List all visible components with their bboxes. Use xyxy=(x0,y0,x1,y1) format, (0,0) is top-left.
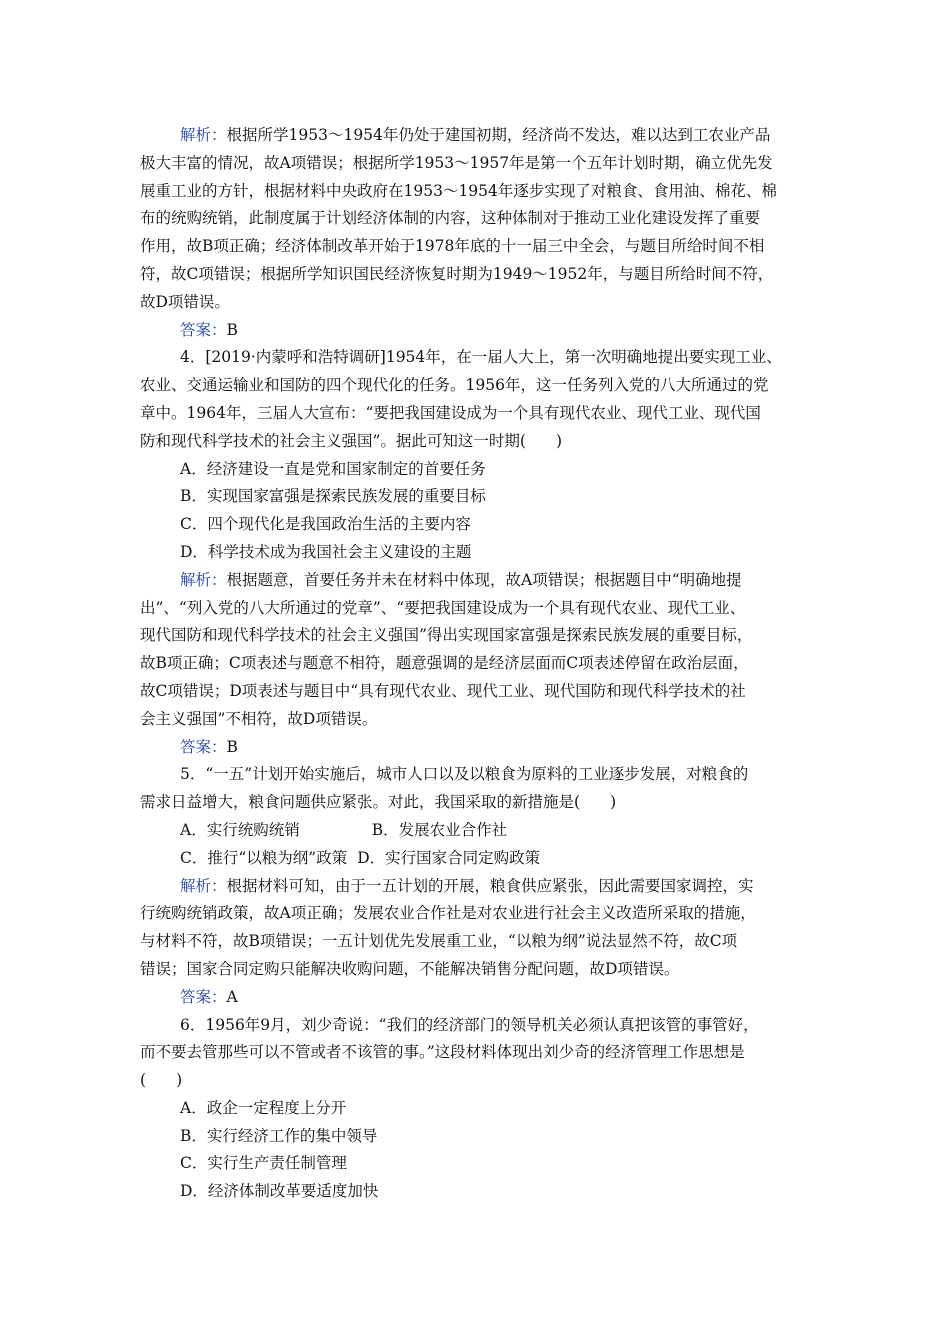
q4-stem-line-4: 防和现代科学技术的社会主义强国”。据此可知这一时期( ) xyxy=(140,431,563,450)
q3-analysis-line-7: 故D项错误。 xyxy=(140,292,230,311)
q4-analysis-line-3: 现代国防和现代科学技术的社会主义强国”得出实现国家富强是探索民族发展的重要目标， xyxy=(140,626,753,645)
q5-options-row-1 xyxy=(140,817,812,845)
q6-stem-line-2: 而不要去管那些可以不管或者不该管的事。”这段材料体现出刘少奇的经济管理工作思想是 xyxy=(140,1043,745,1062)
q5-answer xyxy=(140,984,812,1012)
q4-stem-line-3: 章中。1964年，三届人大宣布：“要把我国建设成为一个具有现代农业、现代工业、现代国 xyxy=(140,403,761,422)
q3-analysis-line-5: 作用，故B项正确；经济体制改革开始于1978年底的十一届三中全会，与题目所给时间不相 xyxy=(140,237,765,256)
q4-option-c: C．四个现代化是我国政治生活的主要内容 xyxy=(180,515,471,534)
q5-option-a: A．实行统购统销 xyxy=(180,820,300,839)
answer-value: B xyxy=(226,320,238,339)
q4-analysis-line-5: 故C项错误；D项表述与题目中“具有现代农业、现代工业、现代国防和现代科学技术的社 xyxy=(140,681,746,700)
q6-option-d: D．经济体制改革要适度加快 xyxy=(180,1182,379,1201)
q6-stem-line-3: ( ) xyxy=(140,1071,183,1090)
answer-label: 答案： xyxy=(180,737,227,756)
q4-analysis-line-4: 故B项正确；C项表述与题意不相符，题意强调的是经济层面而C项表述停留在政治层面， xyxy=(140,654,749,673)
q3-analysis-line-1: 解析：根据所学1953～1954年仍处于建国初期，经济尚不发达，难以达到工农业产品 xyxy=(180,126,771,144)
q3-analysis-line-2: 极大丰富的情况，故A项错误；根据所学1953～1957年是第一个五年计划时期，确立优先发 xyxy=(140,153,773,172)
q5-analysis-line-1: 解析：根据材料可知，由于一五计划的开展，粮食供应紧张，因此需要国家调控，实 xyxy=(180,876,754,895)
q4-analysis-line-1: 解析：根据题意，首要任务并未在材料中体现，故A项错误；根据题目中“明确地提 xyxy=(180,570,742,589)
q5-stem-line-1: 5．“一五”计划开始实施后，城市人口以及以粮食为原料的工业逐步发展，对粮食的 xyxy=(180,765,749,784)
q5-options-row-2 xyxy=(140,845,812,873)
q6-option-c: C．实行生产责任制管理 xyxy=(180,1154,347,1173)
q3-analysis-line-4: 布的统购统销，此制度属于计划经济体制的内容，这种体制对于推动工业化建设发挥了重要 xyxy=(140,209,761,228)
q4-option-b: B．实现国家富强是探索民族发展的重要目标 xyxy=(180,487,486,506)
q5-option-b: B．发展农业合作社 xyxy=(371,820,508,839)
q4-stem-line-2: 农业、交通运输业和国防的四个现代化的任务。1956年，这一任务列入党的八大所通过的党 xyxy=(140,376,769,395)
document-page xyxy=(140,122,812,1206)
q4-analysis-line-6: 会主义强国”不相符，故D项错误。 xyxy=(140,709,378,728)
q5-stem-line-2: 需求日益增大，粮食问题供应紧张。对此，我国采取的新措施是( ) xyxy=(140,793,617,812)
answer-label: 答案： xyxy=(180,987,227,1006)
q4-option-d: D．科学技术成为我国社会主义建设的主题 xyxy=(180,542,472,561)
q3-analysis-line-6: 符，故C项错误；根据所学知识国民经济恢复时期为1949～1952年，与题目所给时间不符， xyxy=(140,264,774,283)
q5-option-d: D．实行国家合同定购政策 xyxy=(357,848,541,867)
q5-analysis-line-2: 行统购统销政策，故A项正确；发展农业合作社是对农业进行社会主义改造所采取的措施， xyxy=(140,904,756,923)
q4-answer xyxy=(140,734,812,762)
q4-analysis-line-2: 出”、“列入党的八大所通过的党章”、“要把我国建设成为一个具有现代农业、现代工业、 xyxy=(140,598,746,617)
q6-stem-line-1: 6．1956年9月，刘少奇说：“我们的经济部门的领导机关必须认真把该管的事管好， xyxy=(180,1015,759,1034)
q6-option-a: A．政企一定程度上分开 xyxy=(180,1098,347,1117)
q3-answer xyxy=(140,317,812,345)
q4-stem-line-1: 4．[2019·内蒙呼和浩特调研]1954年，在一届人大上，第一次明确地提出要实现工业、 xyxy=(180,348,782,367)
q5-analysis-line-3: 与材料不符，故B项错误；一五计划优先发展重工业，“以粮为纲”说法显然不符，故C项 xyxy=(140,932,738,951)
answer-value: B xyxy=(226,737,238,756)
analysis-label: 解析： xyxy=(180,570,227,589)
answer-label: 答案： xyxy=(180,320,227,339)
analysis-label: 解析： xyxy=(180,876,227,895)
q4-option-a: A．经济建设一直是党和国家制定的首要任务 xyxy=(180,459,486,478)
analysis-label: 解析： xyxy=(180,126,227,144)
q6-option-b: B．实行经济工作的集中领导 xyxy=(180,1126,378,1145)
q3-analysis-line-3: 展重工业的方针，根据材料中央政府在1953～1954年逐步实现了对粮食、食用油、棉花、棉 xyxy=(140,181,777,200)
answer-value: A xyxy=(226,987,238,1006)
q5-option-c: C．推行“以粮为纲”政策 xyxy=(180,848,348,867)
q5-analysis-line-4: 错误；国家合同定购只能解决收购问题，不能解决销售分配问题，故D项错误。 xyxy=(140,959,680,978)
